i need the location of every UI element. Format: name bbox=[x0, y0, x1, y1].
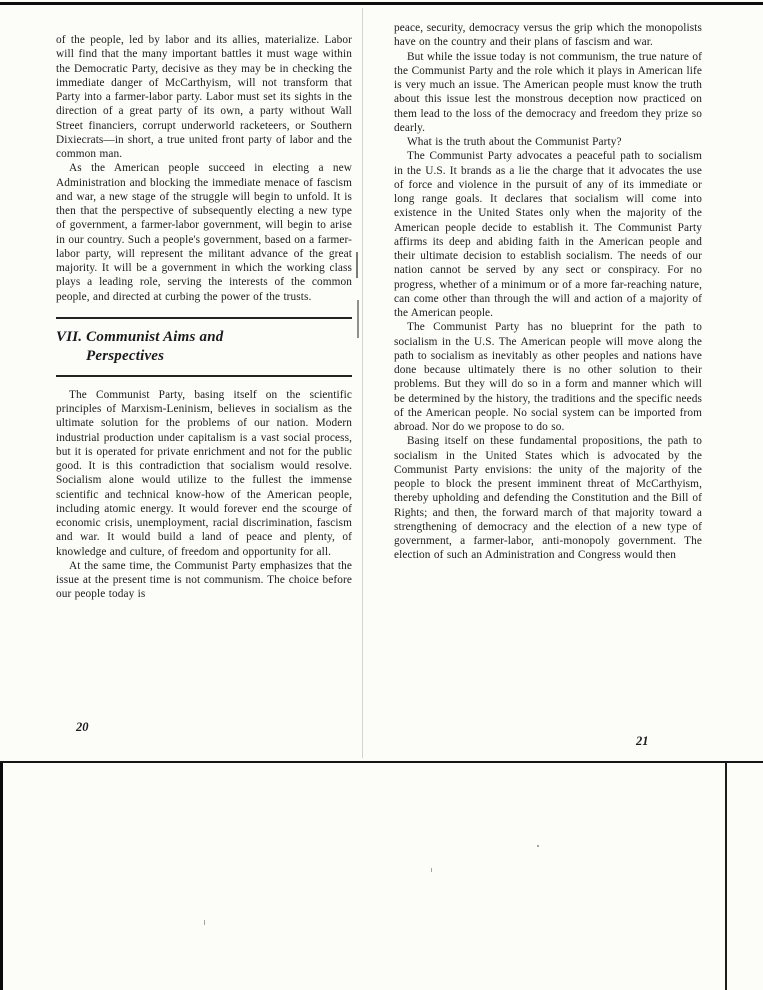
paragraph: peace, security, democracy versus the grip which the monopolists have on the country and their plans of fascism and war. bbox=[394, 22, 702, 49]
scan-speck bbox=[431, 868, 432, 872]
paragraph: Basing itself on these fundamental propositions, the path to socialism in the United States which is advocated by the Communist Party envisions: the unity of the majority of the people to block the present imminent threat of McCarthyism, thereby upholding and defending the Constitution and the Bill of Rights; and then, the forward march of that majority toward a strengthening of democracy and the election of a new type of government, a farmer-labor, anti-monopoly government. The election of such an Administration and Congress would then bbox=[394, 435, 702, 562]
scan-right-edge-line bbox=[725, 763, 727, 990]
page-number-left: 20 bbox=[76, 720, 89, 734]
scan-top-edge-line bbox=[0, 2, 763, 5]
page-number-right: 21 bbox=[636, 734, 649, 748]
section-heading-line-2: Perspectives bbox=[86, 347, 165, 364]
paragraph: The Communist Party has no blueprint for the path to socialism in the U.S. The American people will move along the path to socialism as inevitably as other peoples and nations have done because ultimately there is no other solution to their problems. But they will do so in a form and manner which will be determined by the history, the traditions and the specific needs of the American people. No social system can be imported from abroad. Nor do we propose to do so. bbox=[394, 321, 702, 433]
gutter-ink-mark bbox=[357, 300, 359, 338]
scan-speck bbox=[537, 845, 539, 847]
paragraph: But while the issue today is not communism, the true nature of the Communist Party and the role which it plays in American life is very much an issue. The American people must know the truth about this issue lest the monstrous deception now practiced on them lead to the loss of the democracy and freedom they prize so dearly. bbox=[394, 50, 702, 134]
paragraph: As the American people succeed in electing a new Administration and blocking the immediate menace of fascism and war, a new stage of the struggle will begin to unfold. It is then that the perspective of subsequently electing a new type of government, a farmer-labor government, will begin to arise in our country. Such a people's government, based on a farmer-labor party, will represent the militant advance of the great majority. It will be a government in which the working class plays a leading role, serving the interests of the common people, and directed at curbing the power of the trusts. bbox=[56, 162, 352, 303]
scan-bottom-edge-line bbox=[0, 761, 763, 763]
right-page-text-column bbox=[394, 21, 702, 563]
paragraph: The Communist Party advocates a peaceful path to socialism in the U.S. It brands as a lie the charge that it advocates the use of force and violence in the pursuit of any of its immediate or long range goals. It declares that socialism will come into existence in the United States only when the majority of the American people decide to establish it. The Communist Party affirms its deep and abiding faith in the American people and their ultimate decision to establish socialism. The needs of our nation cannot be served by any sect or conspiracy. For no progress, whether of a minimum or of a more far-reaching nature, can come other than through the will and action of a majority of the American people. bbox=[394, 150, 702, 319]
paragraph: of the people, led by labor and its allies, materialize. Labor will find that the many important battles it must wage within the Democratic Party, decisive as they may be in checking the immediate danger of McCarthyism, will not transform that Party into a farmer-labor party. Labor must set its sights in the direction of a great party of its own, a party without Wall Street financiers, corrupt underworld racketeers, or Southern Dixiecrats—in short, a true united front party of labor and the common man. bbox=[56, 34, 352, 160]
paragraph: What is the truth about the Communist Party? bbox=[407, 136, 622, 148]
scan-left-edge-bar bbox=[0, 763, 3, 990]
page-gutter-line bbox=[362, 8, 363, 758]
section-heading-line-1: VII. Communist Aims and bbox=[56, 328, 224, 345]
section-heading bbox=[56, 317, 352, 377]
gutter-ink-mark bbox=[356, 252, 358, 278]
paragraph: The Communist Party, basing itself on the scientific principles of Marxism-Leninism, believes in socialism as the ultimate solution for the problems of our nation. Modern industrial production under capitalism is a vast social process, but it is operated for private enrichment and not for the public good. It is this contradiction that socialism would resolve. Socialism alone would utilize to the fullest the immense scientific and technical know-how of the American people, including atomic energy. It would forever end the scourge of economic crisis, unemployment, racial discrimination, fascism and war. It would build a land of peace and plenty, of knowledge and culture, of freedom and opportunity for all. bbox=[56, 388, 352, 558]
paragraph: At the same time, the Communist Party emphasizes that the issue at the present time is not communism. The choice before our people today is bbox=[56, 559, 352, 601]
scan-speck bbox=[204, 920, 205, 925]
left-page-text-column bbox=[56, 33, 352, 602]
